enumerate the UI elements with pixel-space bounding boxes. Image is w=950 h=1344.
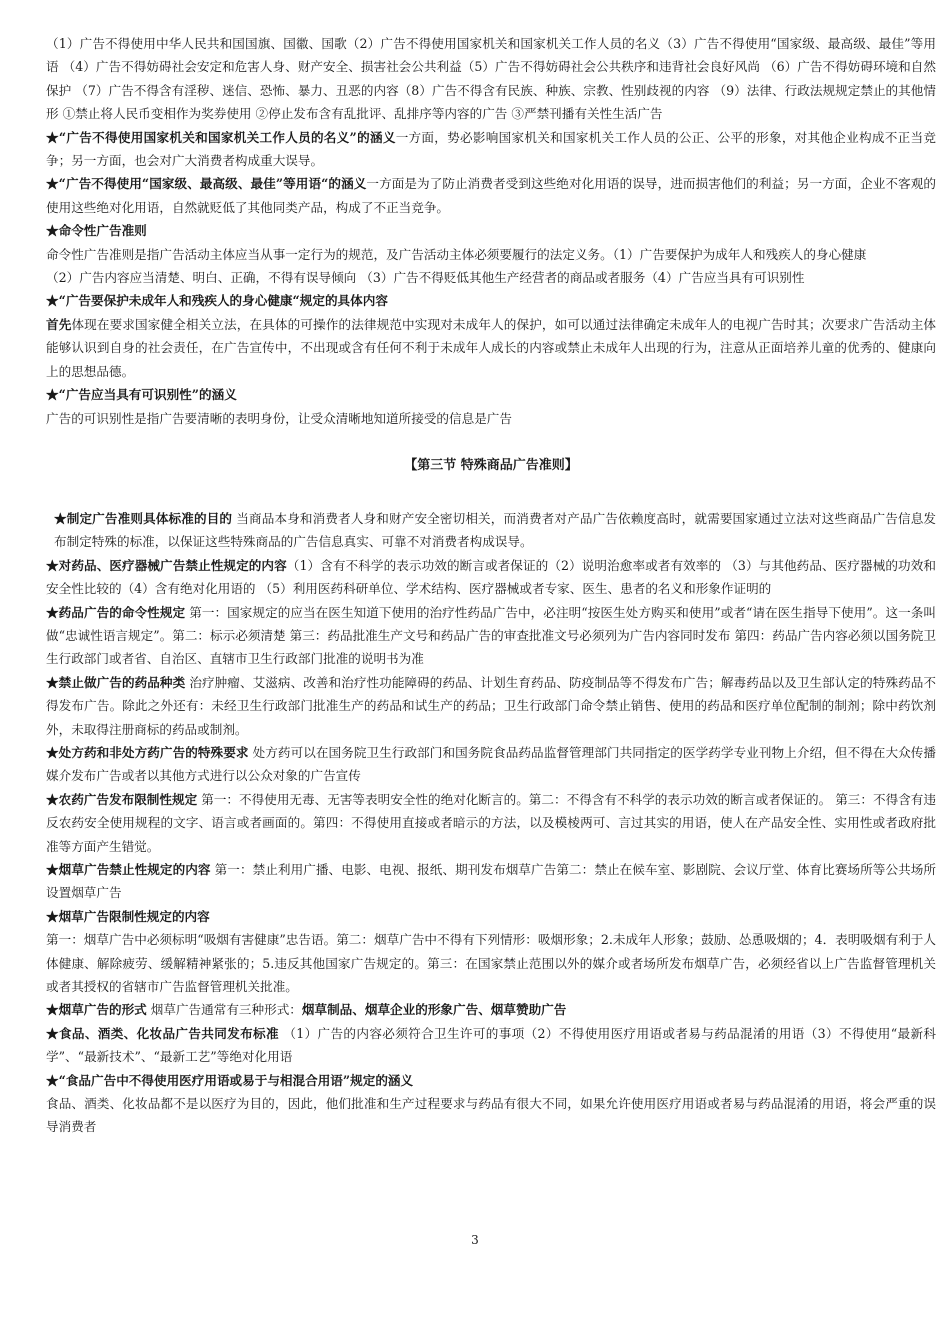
- heading: ★命令性广告准则: [46, 223, 147, 239]
- heading: ★“食品广告中不得使用医疗用语或易于与相混合用语”规定的涵义: [46, 1072, 414, 1088]
- section-title: 【第三节 特殊商品广告准则】: [404, 457, 578, 473]
- paragraph: 广告的可识别性是指广告要清晰的表明身份，让受众清晰地知道所接受的信息是广告: [46, 410, 512, 426]
- paragraph: 命令性广告准则是指广告活动主体应当从事一定行为的规范，及广告活动主体必须要履行的法定义务。（1）广告要保护为成年人和残疾人的身心健康: [46, 246, 867, 262]
- paragraph: ★农药广告发布限制性规定 第一：不得使用无毒、无害等表明安全性的绝对化断言的。第二：不得含有不科学的表示功效的断言或者保证的。 第三：不得含有违反农药安全使用规程的文字、语言或者画面的。第四：不得使用直接或者暗示的方法，以及模棱两可、言过其实的用语，使人在产品安全性、实用性或者政府批准等方面产生错觉。: [46, 791, 936, 854]
- paragraph: （1）广告不得使用中华人民共和国国旗、国徽、国歌（2）广告不得使用国家机关和国家机关工作人员的名义（3）广告不得使用“国家级、最高级、最佳”等用语 （4）广告不得妨碍社会安定和危害人身、财产安全、损害社会公共利益（5）广告不得妨碍社会公共秩序和违背社会良好风尚 （6）广告不得妨碍环境和自然保护 （7）广告不得含有淫秽、迷信、恐怖、暴力、丑恶的内容（8）广告不得含有民族、种族、宗教、性别歧视的内容 （9）法律、行政法规规定禁止的其他情形 ①禁止将人民币变相作为奖券使用 ②停止发布含有乱批评、乱排序等内容的广告 ③严禁刊播有关性生活广告: [46, 36, 936, 122]
- paragraph: （2）广告内容应当清楚、明白、正确，不得有误导倾向 （3）广告不得贬低其他生产经营者的商品或者服务（4）广告应当具有可识别性: [46, 270, 805, 286]
- heading: ★“广告应当具有可识别性”的涵义: [46, 387, 237, 403]
- paragraph: ★烟草广告禁止性规定的内容 第一：禁止利用广播、电影、电视、报纸、期刊发布烟草广告第二：禁止在候车室、影剧院、会议厅堂、体育比赛场所等公共场所设置烟草广告: [46, 862, 937, 901]
- paragraph: ★对药品、医疗器械广告禁止性规定的内容（1）含有不科学的表示功效的断言或者保证的（2）说明治愈率或者有效率的 （3）与其他药品、医疗器械的功效和安全性比较的（4）含有绝对化用语的 （5）利用医药科研单位、学术结构、医疗器械或者专家、医生、患者的名义和形象作证明的: [46, 557, 937, 597]
- paragraph: ★制定广告准则具体标准的目的 当商品本身和消费者人身和财产安全密切相关，而消费者对产品广告依赖度高时，就需要国家通过立法对这些商品广告信息发布制定特殊的标准，以保证这些特殊商品的广告信息真实、可靠不对消费者构成误导。: [54, 510, 937, 550]
- paragraph: ★处方药和非处方药广告的特殊要求 处方药可以在国务院卫生行政部门和国务院食品药品监督管理部门共同指定的医学药学专业刊物上介绍，但不得在大众传播媒介发布广告或者以其他方式进行以公众对象的广告宣传: [46, 744, 937, 784]
- paragraph: ★禁止做广告的药品种类 治疗肿瘤、艾滋病、改善和治疗性功能障碍的药品、计划生育药品、防疫制品等不得发布广告；解毒药品以及卫生部认定的特殊药品不得发布广告。除此之外还有：未经卫生行政部门批准生产的药品和试生产的药品；卫生行政部门命令禁止销售、使用的药品和医疗单位配制的制剂；除中药饮剂外，未取得注册商标的药品或制剂。: [46, 674, 937, 737]
- heading: ★烟草广告限制性规定的内容: [46, 908, 210, 924]
- page-number: 3: [471, 1233, 479, 1247]
- paragraph: 食品、酒类、化妆品都不是以医疗为目的，因此，他们批准和生产过程要求与药品有很大不同，如果允许使用医疗用语或者易与药品混淆的用语，将会严重的误导消费者: [46, 1096, 936, 1135]
- paragraph: ★“广告不得使用国家机关和国家机关工作人员的名义”的涵义一方面，势必影响国家机关和国家机关工作人员的公正、公平的形象，对其他企业构成不正当竞争；另一方面，也会对广大消费者构成重大误导。: [46, 129, 936, 169]
- paragraph: ★“广告不得使用“国家级、最高级、最佳”等用语“的涵义一方面是为了防止消费者受到这些绝对化用语的误导，进而损害他们的利益；另一方面，企业不客观的使用这些绝对化用语，自然就贬低了其他同类产品，构成了不正当竞争。: [46, 176, 937, 215]
- paragraph: ★烟草广告的形式 烟草广告通常有三种形式：烟草制品、烟草企业的形象广告、烟草赞助广告: [46, 1002, 567, 1018]
- paragraph: ★药品广告的命令性规定 第一：国家规定的应当在医生知道下使用的治疗性药品广告中，必注明“按医生处方购买和使用”或者“请在医生指导下使用”。这一条叫做“忠诚性语言规定”。第二：标示必须清楚 第三：药品批准生产文号和药品广告的审查批准文号必须列为广告内容同时发布 第四：药品广告内容必须以国务院卫生行政部门或者省、自治区、直辖市卫生行政部门批准的说明书为准: [46, 604, 936, 667]
- document-page: [46, 32, 936, 1139]
- paragraph: 第一：烟草广告中必须标明“吸烟有害健康”忠告语。第二：烟草广告中不得有下列情形：吸烟形象；2.未成年人形象；鼓励、怂恿吸烟的；4．表明吸烟有利于人体健康、解除疲劳、缓解精神紧张的；5.违反其他国家广告规定的。第三：在国家禁止范围以外的媒介或者场所发布烟草广告，必须经省以上广告监督管理机关或者其授权的省辖市广告监督管理机关批准。: [46, 932, 936, 995]
- paragraph: 首先体现在要求国家健全相关立法，在具体的可操作的法律规范中实现对未成年人的保护，如可以通过法律确定未成年人的电视广告时其；次要求广告活动主体能够认识到自身的社会责任，在广告宣传中，不出现或含有任何不利于未成年人成长的内容或禁止未成年人出现的行为，注意从正面培养儿童的优秀的、健康向上的思想品德。: [46, 316, 937, 379]
- heading: ★“广告要保护未成年人和残疾人的身心健康“规定的具体内容: [46, 293, 388, 309]
- paragraph: ★食品、酒类、化妆品广告共同发布标准 （1）广告的内容必须符合卫生许可的事项（2）不得使用医疗用语或者易与药品混淆的用语（3）不得使用“最新科学”、“最新技术”、“最新工艺”等绝对化用语: [46, 1025, 937, 1065]
